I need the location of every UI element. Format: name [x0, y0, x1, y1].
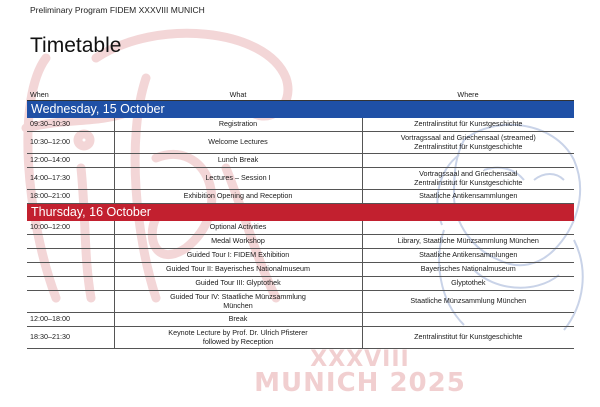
schedule-row — [27, 221, 574, 235]
schedule-location: Bayerisches Nationalmuseum — [362, 263, 574, 277]
schedule-row — [27, 291, 574, 313]
schedule-location: Library, Staatliche Münzsammlung München — [362, 235, 574, 249]
schedule-time — [27, 263, 114, 277]
schedule-row — [27, 327, 574, 349]
schedule-row — [27, 154, 574, 168]
schedule-event: Exhibition Opening and Reception — [114, 190, 362, 204]
schedule-time: 14:00–17:30 — [27, 168, 114, 190]
schedule-location: Vortragssaal and Griechensaal Zentralinstitut für Kunstgeschichte — [362, 168, 574, 190]
column-header-when: When — [27, 88, 114, 101]
day-label: Thursday, 16 October — [27, 204, 574, 222]
schedule-event: Keynote Lecture by Prof. Dr. Ulrich Pfisterer followed by Reception — [114, 327, 362, 349]
schedule-event: Medal Workshop — [114, 235, 362, 249]
schedule-event: Break — [114, 313, 362, 327]
schedule-time — [27, 235, 114, 249]
schedule-location: Staatliche Antikensammlungen — [362, 249, 574, 263]
schedule-time: 18:00–21:00 — [27, 190, 114, 204]
schedule-location: Zentralinstitut für Kunstgeschichte — [362, 327, 574, 349]
watermark-edition: XXXVIII — [310, 347, 410, 372]
schedule-event: Guided Tour I: FIDEM Exhibition — [114, 249, 362, 263]
schedule-time: 18:30–21:30 — [27, 327, 114, 349]
schedule-row — [27, 277, 574, 291]
schedule-row — [27, 118, 574, 132]
schedule-event: Welcome Lectures — [114, 132, 362, 154]
running-header: Preliminary Program FIDEM XXXVIII MUNICH — [30, 5, 205, 15]
schedule-event: Guided Tour IV: Staatliche Münzsammlung München — [114, 291, 362, 313]
schedule-event: Lunch Break — [114, 154, 362, 168]
schedule-location: Staatliche Antikensammlungen — [362, 190, 574, 204]
schedule-location: Glyptothek — [362, 277, 574, 291]
schedule-row — [27, 235, 574, 249]
schedule-event: Registration — [114, 118, 362, 132]
day-header-row — [27, 204, 574, 222]
schedule-location — [362, 154, 574, 168]
schedule-event: Lectures – Session I — [114, 168, 362, 190]
schedule-time: 10:00–12:00 — [27, 221, 114, 235]
schedule-event: Guided Tour III: Glyptothek — [114, 277, 362, 291]
schedule-location: Zentralinstitut für Kunstgeschichte — [362, 118, 574, 132]
schedule-row — [27, 132, 574, 154]
schedule-location — [362, 221, 574, 235]
day-label: Wednesday, 15 October — [27, 101, 574, 119]
schedule-location: Staatliche Münzsammlung München — [362, 291, 574, 313]
schedule-time: 09:30–10:30 — [27, 118, 114, 132]
page-title: Timetable — [30, 34, 122, 57]
schedule-time — [27, 277, 114, 291]
schedule-location — [362, 313, 574, 327]
schedule-row — [27, 168, 574, 190]
schedule-location: Vortragssaal and Griechensaal (streamed) Zentralinstitut für Kunstgeschichte — [362, 132, 574, 154]
schedule-row — [27, 249, 574, 263]
day-header-row — [27, 101, 574, 119]
column-header-row — [27, 88, 574, 101]
timetable — [27, 88, 574, 349]
column-header-what: What — [114, 88, 362, 101]
watermark-city-year: MUNICH 2025 — [254, 368, 466, 398]
schedule-time — [27, 249, 114, 263]
schedule-event: Optional Activities — [114, 221, 362, 235]
schedule-time: 12:00–14:00 — [27, 154, 114, 168]
schedule-row — [27, 190, 574, 204]
schedule-time: 12:00–18:00 — [27, 313, 114, 327]
column-header-where: Where — [362, 88, 574, 101]
schedule-row — [27, 313, 574, 327]
schedule-time — [27, 291, 114, 313]
schedule-row — [27, 263, 574, 277]
schedule-event: Guided Tour II: Bayerisches Nationalmuseum — [114, 263, 362, 277]
schedule-time: 10:30–12:00 — [27, 132, 114, 154]
